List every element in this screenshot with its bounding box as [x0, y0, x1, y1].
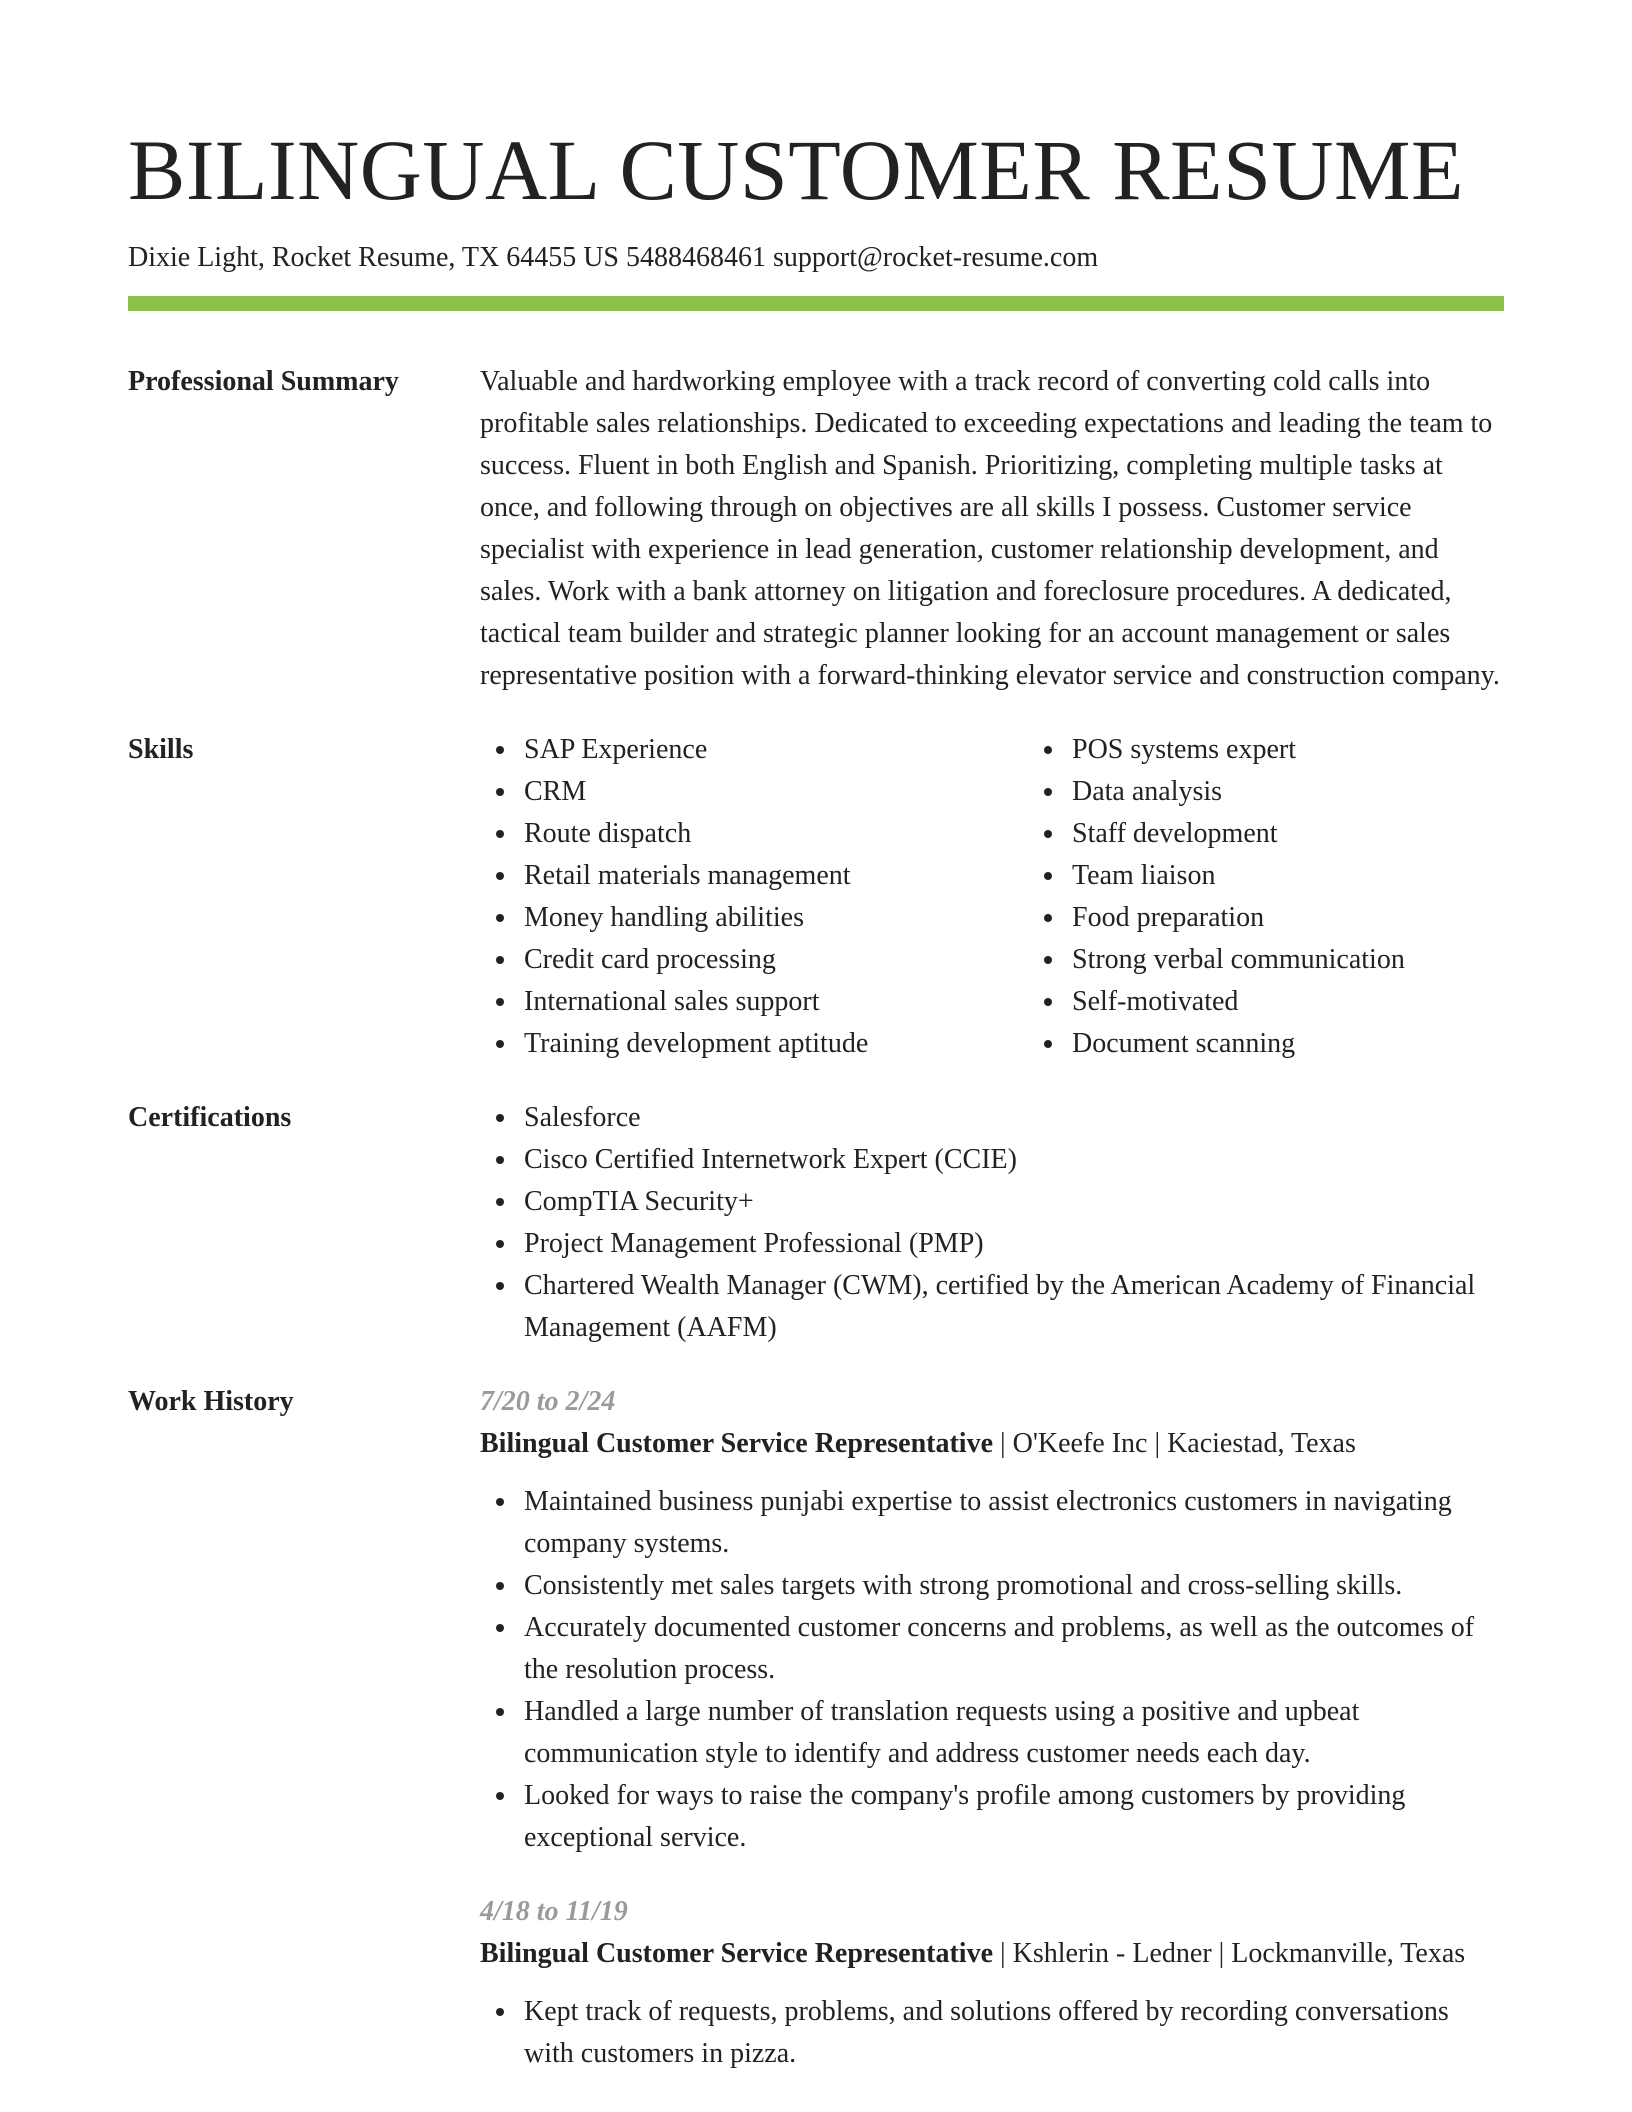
work-history-section — [128, 1381, 1504, 2075]
skill-item: Data analysis — [1072, 771, 1576, 813]
section-label: Professional Summary — [128, 366, 399, 397]
jobs-list — [480, 1381, 1504, 2075]
job-bullet: Consistently met sales targets with strong promotional and cross-selling skills. — [524, 1565, 1504, 1607]
skill-item: POS systems expert — [1072, 729, 1576, 771]
job-title: Bilingual Customer Service Representative — [480, 1428, 994, 1459]
job-bullets — [480, 1481, 1504, 1859]
job-bullet: Accurately documented customer concerns and problems, as well as the outcomes of the resolution process. — [524, 1607, 1504, 1691]
resume-title: BILINGUAL CUSTOMER RESUME — [128, 122, 1465, 218]
skill-item: Self-motivated — [1072, 981, 1576, 1023]
skill-item: SAP Experience — [524, 729, 1028, 771]
skill-item: Money handling abilities — [524, 897, 1028, 939]
job-bullet: Kept track of requests, problems, and solutions offered by recording conversations with customers in pizza. — [524, 1991, 1504, 2075]
skill-item: Staff development — [1072, 813, 1576, 855]
skills-section — [128, 729, 1504, 1065]
contact-line: Dixie Light, Rocket Resume, TX 64455 US 5488468461 support@rocket-resume.com — [128, 242, 1099, 273]
certification-item: Project Management Professional (PMP) — [524, 1223, 1504, 1265]
job-details: | Kshlerin - Ledner | Lockmanville, Texas — [993, 1938, 1466, 1969]
skills-list-right — [1028, 729, 1576, 1065]
skill-item: Credit card processing — [524, 939, 1028, 981]
job-title: Bilingual Customer Service Representative — [480, 1938, 994, 1969]
job-dates: 7/20 to 2/24 — [480, 1386, 616, 1417]
certification-item: Salesforce — [524, 1097, 1504, 1139]
certifications-list — [480, 1097, 1504, 1349]
certification-item: Cisco Certified Internetwork Expert (CCIE) — [524, 1139, 1504, 1181]
certification-item: Chartered Wealth Manager (CWM), certified by the American Academy of Financial Management (AAFM) — [524, 1265, 1504, 1349]
job-bullet: Handled a large number of translation requests using a positive and upbeat communication style to identify and address customer needs each day. — [524, 1691, 1504, 1775]
summary-text: Valuable and hardworking employee with a track record of converting cold calls into profitable sales relationships. Dedicated to exceeding expectations and leading the team to success. Fluent in both English and Spanish. Prioritizing, completing multiple tasks at once, and following through on objectives are all skills I possess. Customer service specialist with experience in lead generation, customer relationship development, and sales. Work with a bank attorney on litigation and foreclosure procedures. A dedicated, tactical team builder and strategic planner looking for an account management or sales representative position with a forward-thinking elevator service and construction company. — [480, 366, 1500, 691]
skills-list-left — [480, 729, 1028, 1065]
job-bullet: Maintained business punjabi expertise to assist electronics customers in navigating company systems. — [524, 1481, 1504, 1565]
job-details: | O'Keefe Inc | Kaciestad, Texas — [993, 1428, 1356, 1459]
accent-divider — [128, 296, 1504, 311]
skill-item: International sales support — [524, 981, 1028, 1023]
job-dates: 4/18 to 11/19 — [480, 1896, 628, 1927]
skill-item: CRM — [524, 771, 1028, 813]
skill-item: Training development aptitude — [524, 1023, 1028, 1065]
skill-item: Document scanning — [1072, 1023, 1576, 1065]
section-label: Work History — [128, 1386, 294, 1417]
resume-page — [128, 0, 1504, 2075]
job-bullets — [480, 1991, 1504, 2075]
certifications-section — [128, 1097, 1504, 1349]
job-entry — [480, 1891, 1504, 2075]
job-heading — [480, 1933, 1504, 1975]
job-entry — [480, 1381, 1504, 1859]
section-label: Certifications — [128, 1102, 292, 1133]
professional-summary-section — [128, 361, 1504, 697]
section-label: Skills — [128, 734, 194, 765]
skill-item: Route dispatch — [524, 813, 1028, 855]
job-bullet: Looked for ways to raise the company's profile among customers by providing exceptional service. — [524, 1775, 1504, 1859]
skill-item: Food preparation — [1072, 897, 1576, 939]
job-heading — [480, 1423, 1504, 1465]
skill-item: Strong verbal communication — [1072, 939, 1576, 981]
certification-item: CompTIA Security+ — [524, 1181, 1504, 1223]
skill-item: Retail materials management — [524, 855, 1028, 897]
skill-item: Team liaison — [1072, 855, 1576, 897]
